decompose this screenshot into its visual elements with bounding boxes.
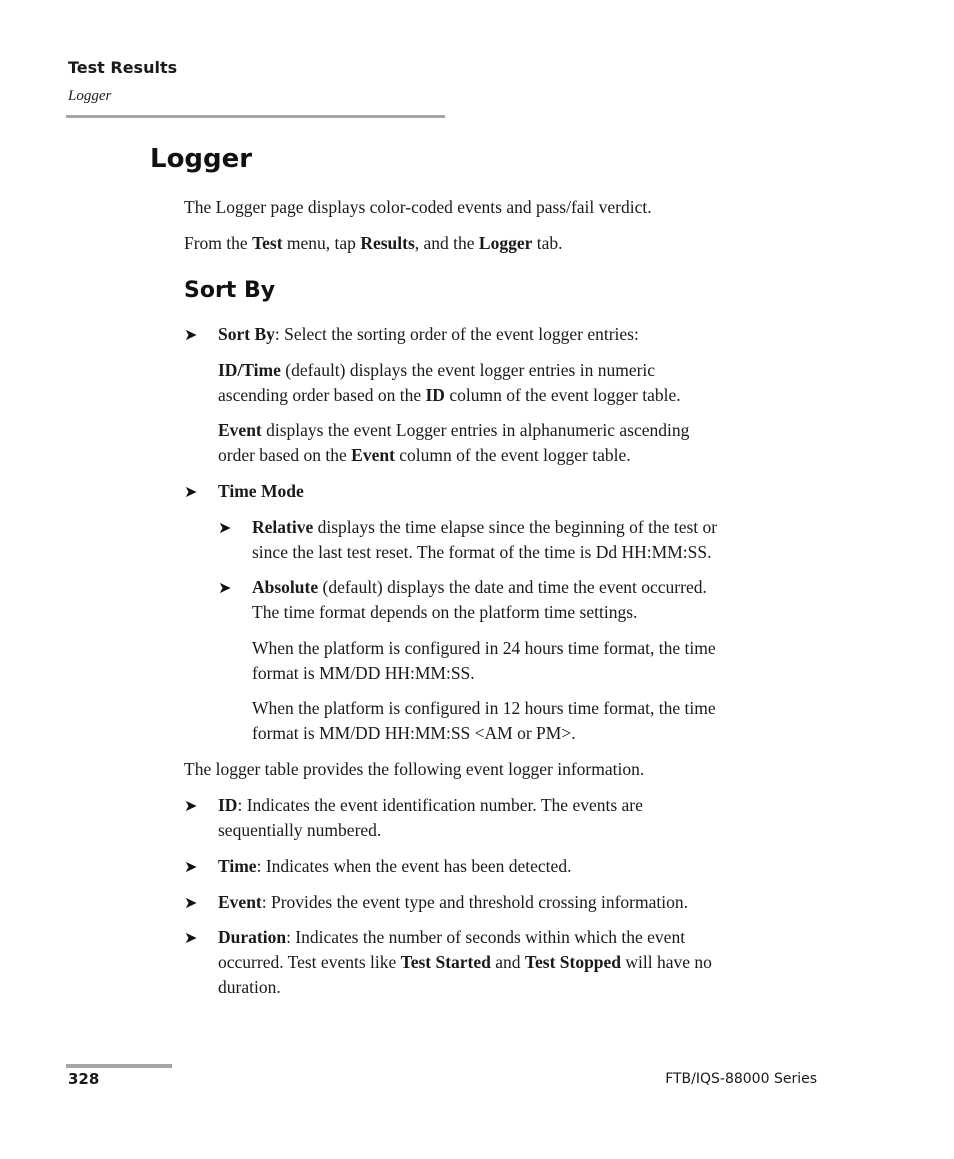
list-item-sort-by: Sort By: Select the sorting order of the event logger entries: — [218, 324, 639, 344]
page-title: Logger — [150, 144, 253, 174]
running-header-subtitle: Logger — [68, 88, 112, 104]
list-item-event: Event: Provides the event type and threshold crossing information. — [218, 892, 688, 912]
bullet-arrow-icon: ➤ — [184, 859, 198, 876]
bullet-arrow-icon: ➤ — [218, 520, 232, 537]
running-header-title: Test Results — [68, 58, 178, 77]
section-heading-sort-by: Sort By — [184, 278, 276, 303]
bullet-arrow-icon: ➤ — [184, 798, 198, 815]
bullet-arrow-icon: ➤ — [184, 327, 198, 344]
intro-paragraph: The Logger page displays color-coded events and pass/fail verdict. — [184, 197, 652, 217]
paragraph-12-hour: When the platform is configured in 12 hours time format, the time format is MM/DD HH:MM:SS <AM or PM>. — [252, 698, 716, 743]
bullet-arrow-icon: ➤ — [184, 930, 198, 947]
list-item-relative: Relative displays the time elapse since the beginning of the test or since the last test reset. The format of the time is Dd HH:MM:SS. — [252, 517, 718, 562]
header-rule — [66, 115, 445, 118]
page-number: 328 — [68, 1070, 100, 1088]
paragraph-event: Event displays the event Logger entries in alphanumeric ascending order based on the Event column of the event logger table. — [218, 420, 690, 465]
paragraph-id-time: ID/Time (default) displays the event logger entries in numeric ascending order based on the ID column of the event logger table. — [218, 360, 681, 405]
paragraph-24-hour: When the platform is configured in 24 hours time format, the time format is MM/DD HH:MM:SS. — [252, 638, 716, 683]
list-item-time-mode: Time Mode — [218, 481, 304, 501]
bullet-arrow-icon: ➤ — [184, 484, 198, 501]
bullet-arrow-icon: ➤ — [218, 580, 232, 597]
list-item-duration: Duration: Indicates the number of seconds within which the event occurred. Test events like Test Started and Test Stopped will have no duration. — [218, 927, 712, 997]
footer-rule — [66, 1064, 172, 1068]
bullet-arrow-icon: ➤ — [184, 895, 198, 912]
list-item-time: Time: Indicates when the event has been detected. — [218, 856, 572, 876]
navigation-paragraph: From the Test menu, tap Results, and the Logger tab. — [184, 233, 563, 253]
list-item-id: ID: Indicates the event identification number. The events are sequentially numbered. — [218, 795, 643, 840]
list-item-absolute: Absolute (default) displays the date and time the event occurred. The time format depends on the platform time settings. — [252, 577, 707, 622]
product-series: FTB/IQS-88000 Series — [665, 1071, 817, 1087]
paragraph-table-intro: The logger table provides the following event logger information. — [184, 759, 645, 779]
